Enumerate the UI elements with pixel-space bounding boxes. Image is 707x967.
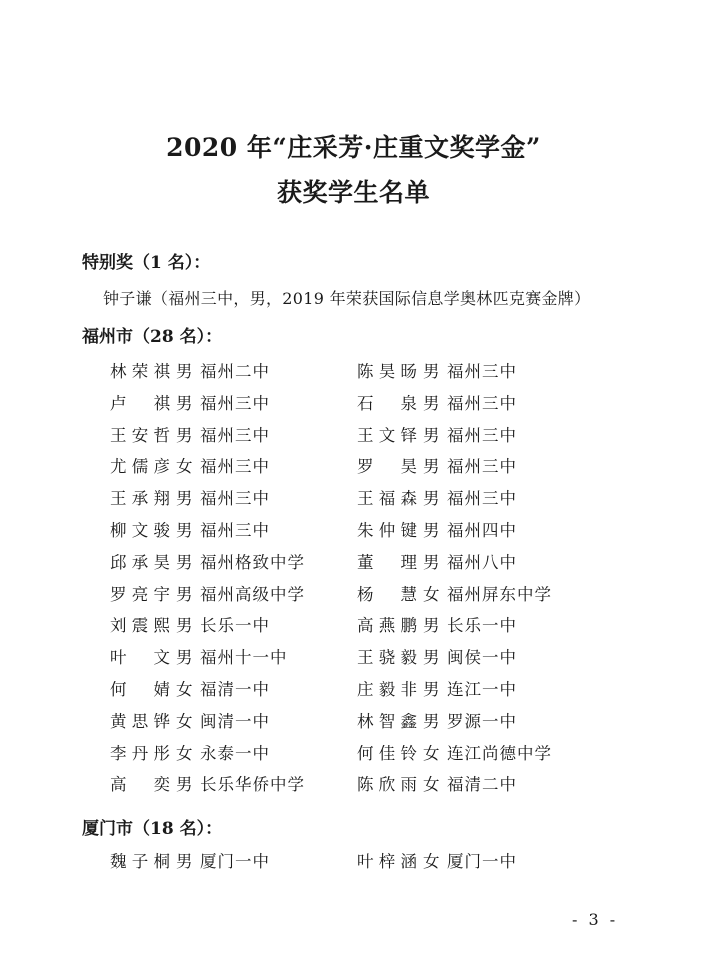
student-entry [357, 676, 517, 700]
student-entry [110, 771, 305, 795]
student-school: 长乐华侨中学 [200, 775, 305, 795]
student-entry [357, 549, 517, 573]
student-school: 闽清一中 [200, 711, 270, 731]
document-subtitle: 获奖学生名单 [276, 178, 430, 207]
student-school: 福州三中 [200, 489, 270, 509]
student-entry [110, 708, 270, 732]
student-school: 罗源一中 [447, 711, 517, 731]
student-school: 福州三中 [200, 520, 270, 540]
student-gender: 女 [423, 775, 440, 795]
student-entry [357, 708, 517, 732]
fuzhou-student-list [0, 358, 707, 803]
student-school: 福州十一中 [200, 648, 288, 668]
student-gender: 男 [176, 648, 193, 668]
student-name: 罗昊 [357, 457, 417, 477]
student-gender: 男 [176, 425, 193, 445]
student-entry [357, 612, 517, 636]
student-name: 李丹彤 [110, 743, 170, 763]
student-gender: 女 [176, 711, 193, 731]
student-school: 福清二中 [447, 775, 517, 795]
student-row [0, 453, 707, 485]
student-school: 福州屏东中学 [447, 584, 552, 604]
student-entry [357, 581, 552, 605]
xiamen-student-list [0, 848, 707, 880]
student-name: 何佳铃 [357, 743, 417, 763]
student-school: 闽侯一中 [447, 648, 517, 668]
student-entry [110, 848, 270, 872]
student-name: 王承翔 [110, 489, 170, 509]
student-gender: 男 [423, 616, 440, 636]
student-row [0, 848, 707, 880]
student-row [0, 422, 707, 454]
student-entry [110, 740, 270, 764]
student-gender: 男 [423, 489, 440, 509]
student-gender: 男 [423, 648, 440, 668]
student-entry [357, 422, 517, 446]
student-gender: 女 [176, 457, 193, 477]
student-name: 林荣祺 [110, 362, 170, 381]
student-gender: 男 [176, 393, 193, 413]
student-row [0, 740, 707, 772]
student-row [0, 358, 707, 390]
student-gender: 女 [423, 584, 440, 604]
special-award-entry: 钟子谦（福州三中，男，2019 年荣获国际信息学奥林匹克赛金牌） [103, 289, 591, 308]
student-school: 福州三中 [447, 393, 517, 413]
student-name: 魏子桐 [110, 852, 170, 871]
student-row [0, 517, 707, 549]
student-entry [110, 390, 270, 414]
student-entry [357, 771, 517, 795]
student-entry [357, 485, 517, 509]
student-school: 福州三中 [447, 489, 517, 509]
student-gender: 男 [423, 425, 440, 445]
student-name: 陈欣雨 [357, 775, 417, 795]
student-gender: 男 [176, 552, 193, 572]
student-entry [357, 390, 517, 414]
student-name: 陈昊旸 [357, 362, 417, 381]
student-entry [110, 644, 288, 668]
student-gender: 男 [176, 775, 193, 795]
student-gender: 男 [423, 679, 440, 699]
student-entry [357, 453, 517, 477]
student-entry [110, 422, 270, 446]
student-row [0, 676, 707, 708]
student-name: 高奕 [110, 775, 170, 795]
student-entry [357, 517, 517, 541]
student-row [0, 771, 707, 803]
fuzhou-heading: 福州市（28 名）： [82, 327, 223, 347]
student-entry [110, 358, 270, 382]
document-title: 2020 年“庄采芳·庄重文奖学金” [166, 133, 541, 162]
student-school: 福清一中 [200, 679, 270, 699]
student-name: 高燕鹏 [357, 616, 417, 636]
student-row [0, 485, 707, 517]
xiamen-heading: 厦门市（18 名）： [82, 819, 223, 839]
page-number: - 3 - [572, 910, 619, 929]
student-gender: 男 [176, 489, 193, 509]
student-school: 福州八中 [447, 552, 517, 572]
student-name: 卢祺 [110, 393, 170, 413]
student-school: 福州三中 [200, 425, 270, 445]
student-name: 林智鑫 [357, 711, 417, 731]
student-name: 罗亮宇 [110, 584, 170, 604]
student-gender: 男 [176, 362, 193, 381]
student-name: 黄思铧 [110, 711, 170, 731]
student-name: 叶梓涵 [357, 852, 417, 871]
student-entry [110, 549, 305, 573]
student-entry [110, 581, 305, 605]
student-school: 福州三中 [200, 393, 270, 413]
student-row [0, 549, 707, 581]
student-gender: 女 [176, 679, 193, 699]
student-name: 王福森 [357, 489, 417, 509]
student-name: 尤儒彦 [110, 457, 170, 477]
student-school: 福州三中 [200, 457, 270, 477]
student-row [0, 390, 707, 422]
student-row [0, 708, 707, 740]
student-school: 连江尚德中学 [447, 743, 552, 763]
student-school: 厦门一中 [200, 852, 270, 871]
student-school: 福州高级中学 [200, 584, 305, 604]
student-entry [110, 485, 270, 509]
student-school: 厦门一中 [447, 852, 517, 871]
student-gender: 男 [176, 852, 193, 871]
student-gender: 女 [423, 743, 440, 763]
student-name: 王文铎 [357, 425, 417, 445]
student-school: 永泰一中 [200, 743, 270, 763]
student-name: 邱承昊 [110, 552, 170, 572]
student-school: 福州三中 [447, 425, 517, 445]
student-row [0, 644, 707, 676]
student-name: 叶文 [110, 648, 170, 668]
student-entry [357, 644, 517, 668]
student-name: 刘震熙 [110, 616, 170, 636]
student-name: 朱仲键 [357, 520, 417, 540]
student-gender: 男 [176, 616, 193, 636]
student-name: 杨慧 [357, 584, 417, 604]
student-entry [110, 517, 270, 541]
student-row [0, 581, 707, 613]
student-name: 董理 [357, 552, 417, 572]
student-entry [357, 848, 517, 872]
student-entry [110, 453, 270, 477]
special-award-heading: 特别奖（1 名）： [82, 253, 211, 273]
student-gender: 男 [176, 584, 193, 604]
student-entry [110, 612, 270, 636]
student-name: 柳文骏 [110, 520, 170, 540]
student-school: 长乐一中 [447, 616, 517, 636]
student-gender: 男 [423, 362, 440, 381]
student-entry [110, 676, 270, 700]
student-school: 福州格致中学 [200, 552, 305, 572]
student-gender: 男 [176, 520, 193, 540]
student-name: 王骁毅 [357, 648, 417, 668]
student-name: 王安哲 [110, 425, 170, 445]
student-name: 何婧 [110, 679, 170, 699]
student-gender: 男 [423, 711, 440, 731]
student-gender: 男 [423, 552, 440, 572]
student-school: 福州三中 [447, 362, 517, 381]
student-entry [357, 358, 517, 382]
student-gender: 男 [423, 393, 440, 413]
student-gender: 男 [423, 457, 440, 477]
student-school: 福州三中 [447, 457, 517, 477]
student-name: 石泉 [357, 393, 417, 413]
student-gender: 女 [423, 852, 440, 871]
student-gender: 女 [176, 743, 193, 763]
student-entry [357, 740, 552, 764]
student-row [0, 612, 707, 644]
student-school: 长乐一中 [200, 616, 270, 636]
student-gender: 男 [423, 520, 440, 540]
student-name: 庄毅非 [357, 679, 417, 699]
student-school: 连江一中 [447, 679, 517, 699]
student-school: 福州四中 [447, 520, 517, 540]
student-school: 福州二中 [200, 362, 270, 381]
